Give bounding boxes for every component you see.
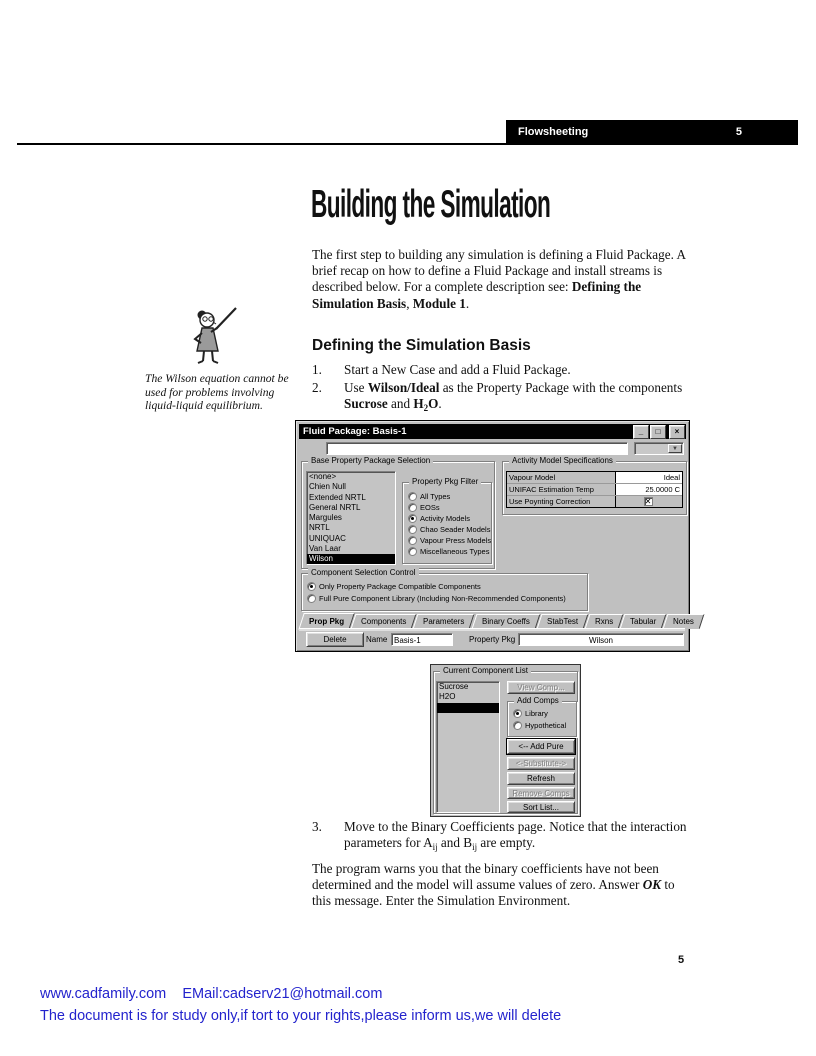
list-item[interactable]: <none> xyxy=(309,472,337,481)
closing-paragraph: The program warns you that the binary coefficients have not been determined and the model will assume values of zero. Answer OK to this message. Enter the Simulation Environment. xyxy=(312,861,675,909)
component-selection-control-group xyxy=(301,568,588,611)
page-title: Building the Simulation xyxy=(311,183,551,226)
tab-components[interactable]: Components xyxy=(351,614,417,629)
filter-option[interactable]: EOSs xyxy=(408,502,440,512)
window-title: Fluid Package: Basis-1 xyxy=(303,426,407,437)
property-package-listbox[interactable] xyxy=(306,471,396,565)
property-pkg-label: Property Pkg xyxy=(469,635,516,644)
intro-bold-module: Module 1 xyxy=(412,295,466,311)
add-pure-button[interactable]: <-- Add Pure xyxy=(507,739,575,754)
running-header xyxy=(506,120,798,143)
substitute-button[interactable]: <-Substitute-> xyxy=(507,757,575,770)
group-label: Base Property Package Selection xyxy=(308,456,433,465)
tab-rxns[interactable]: Rxns xyxy=(584,614,623,629)
specs-table xyxy=(506,471,683,508)
group-label: Add Comps xyxy=(514,696,562,705)
radio-icon xyxy=(408,503,417,512)
list-item[interactable]: Margules xyxy=(309,513,342,523)
radio-checked-icon xyxy=(408,514,417,523)
basis-name-field[interactable]: Basis-1 xyxy=(391,633,453,646)
watermark-line-1: www.cadfamily.com EMail:cadserv21@hotmail.com xyxy=(40,986,383,1002)
list-item-selected-empty[interactable] xyxy=(437,703,499,713)
filter-option[interactable]: Vapour Press Models xyxy=(408,535,491,545)
status-text-field[interactable] xyxy=(326,442,628,455)
base-property-package-group xyxy=(301,456,495,569)
fluid-package-titlebar[interactable] xyxy=(299,424,686,439)
maximize-icon[interactable]: □ xyxy=(650,425,666,439)
tab-parameters[interactable]: Parameters xyxy=(413,614,475,629)
view-comp-button[interactable]: View Comp... xyxy=(507,681,575,694)
tab-stabtest[interactable]: StabTest xyxy=(536,614,588,629)
unifac-temp-value[interactable]: 25.0000 C xyxy=(615,484,682,495)
intro-text: The first step to building any simulation is defining a Fluid Package. A brief recap on how to define a Fluid Package and install streams is described below. For a complete description see: xyxy=(312,247,686,295)
table-row: Use Poynting Correction ✕ xyxy=(507,496,682,507)
intro-paragraph: The first step to building any simulation is defining a Fluid Package. A brief recap on how to define a Fluid Package and install streams is described below. For a complete description see: Defining the Simulation Basis, Module 1. xyxy=(312,247,686,311)
list-item[interactable]: Chien Null xyxy=(309,482,346,492)
compsel-option-selected[interactable]: Only Property Package Compatible Components xyxy=(307,581,481,591)
filter-option-selected[interactable]: Activity Models xyxy=(408,513,470,523)
watermark-line-2: The document is for study only,if tort to your rights,please inform us,we will delete xyxy=(40,1008,562,1024)
group-label: Activity Model Specifications xyxy=(509,456,616,465)
activity-model-specs-group xyxy=(502,456,687,515)
teacher-mascot-icon xyxy=(186,305,238,367)
component-list-panel xyxy=(430,664,581,817)
filter-option[interactable]: Chao Seader Models xyxy=(408,524,490,534)
radio-icon xyxy=(408,547,417,556)
tab-tabular[interactable]: Tabular xyxy=(620,614,667,629)
list-item[interactable]: Extended NRTL xyxy=(309,492,366,502)
ok-emphasis: OK xyxy=(642,877,662,893)
refresh-button[interactable]: Refresh xyxy=(507,772,575,785)
radio-checked-icon xyxy=(513,709,522,718)
filter-option[interactable]: All Types xyxy=(408,491,450,501)
radio-icon xyxy=(307,594,316,603)
minimize-icon[interactable]: _ xyxy=(633,425,649,439)
list-item[interactable]: General NRTL xyxy=(309,502,361,512)
list-item[interactable]: H2O xyxy=(439,692,456,702)
tab-bar xyxy=(301,613,703,629)
tab-prop-pkg[interactable]: Prop Pkg xyxy=(298,613,355,630)
document-page: Flowsheeting 5 Building the Simulation The first step to building any simulation is defining a Fluid Package. A brief recap on how to define a Fluid Package and install streams is described below. For a complete description see: Defining the Simulation Basis, Module 1. The Wilson equation cannot be used for problems involving liquid-liquid equilibrium. Defining the Simulation Basis 1. Start a New Case and add a Fluid Package. 2. Use Wilson/Ideal as the Property Package with the components Sucrose and $H_2O$. Fluid Package: Basis-1 _ □ × ▼ Base Property Package Selection <none> Chien Null Extended NRTL General NRTL Margules NRTL UNIQUAC Van Laar Wilson Property Pkg Filter All Types EOSs Activity Models Chao Seader Models Vapour Press Models Miscellaneous Types Activity Model Specifications Vapour Model Ideal UNIFAC Estimation Temp 25.0000 C Use Poynting Correction ✕ Component Selection Control Only Property Package Compatible Components Full Pure Component Library (Including Non-Recommended Components) Prop Pkg Components Parameters Binary Coeffs StabTest Rxns Tabular Notes Delete Name Basis-1 Property Pkg Wilson Current Component List Sucrose H2O View Comp... Add Comps Library Hypothetical <-- Add Pure <-Substitute-> Refresh Remove Comps Sort List... 3. Move to the Binary Coefficients page. Notice that the interaction parameters for $A_{ij}$ and $B_{ij}$ are empty. The program warns you that the binary coefficients have not been determined and the model will assume values of zero. Answer OK to this message. Enter the Simulation Environment. 5 www.cadfamily.com EMail:cadserv21@hotmail.com The document is for study only,if tort to your rights,please inform us,we will delete xyxy=(0,0,816,1056)
unit-set-combobox[interactable] xyxy=(634,442,684,455)
group-label: Current Component List xyxy=(440,666,531,675)
tab-notes[interactable]: Notes xyxy=(663,614,705,629)
radio-icon xyxy=(408,525,417,534)
table-row: Vapour Model Ideal xyxy=(509,473,680,482)
property-pkg-filter-group xyxy=(402,477,492,564)
group-label: Property Pkg Filter xyxy=(409,477,481,486)
list-item[interactable]: Van Laar xyxy=(309,544,341,554)
intro-bold-ref: Defining the Simulation Basis xyxy=(312,279,642,311)
margin-note: The Wilson equation cannot be used for problems involving liquid-liquid equilibrium. xyxy=(145,372,289,413)
compsel-option[interactable]: Full Pure Component Library (Including Non-Recommended Components) xyxy=(307,593,566,603)
add-comps-group xyxy=(507,696,577,737)
chevron-down-icon[interactable]: ▼ xyxy=(668,444,682,453)
close-icon[interactable]: × xyxy=(669,425,685,439)
header-section-title: Flowsheeting xyxy=(518,125,589,138)
addcomps-option-selected[interactable]: Library xyxy=(513,708,548,718)
list-item[interactable]: Sucrose xyxy=(439,682,469,691)
header-rule xyxy=(17,143,798,145)
radio-checked-icon xyxy=(307,582,316,591)
radio-icon xyxy=(408,492,417,501)
table-row: UNIFAC Estimation Temp 25.0000 C xyxy=(509,485,680,494)
name-label: Name xyxy=(366,635,388,644)
poynting-checkbox-checked[interactable] xyxy=(644,497,653,506)
component-listbox[interactable] xyxy=(436,681,500,813)
delete-button[interactable]: Delete xyxy=(306,632,364,647)
vapour-model-value[interactable]: Ideal xyxy=(615,472,682,483)
list-item[interactable]: UNIQUAC xyxy=(309,533,346,543)
list-item-selected[interactable]: Wilson xyxy=(307,554,395,564)
footer-page-number: 5 xyxy=(678,954,685,966)
radio-icon xyxy=(408,536,417,545)
tab-shelf xyxy=(299,628,685,631)
radio-icon xyxy=(513,721,522,730)
sort-list-button[interactable]: Sort List... xyxy=(507,801,575,813)
section-heading: Defining the Simulation Basis xyxy=(312,337,531,354)
tab-binary-coeffs[interactable]: Binary Coeffs xyxy=(471,614,540,629)
addcomps-option[interactable]: Hypothetical xyxy=(513,720,566,730)
remove-comps-button[interactable]: Remove Comps xyxy=(507,787,575,799)
list-item[interactable]: NRTL xyxy=(309,523,330,533)
fluid-package-window xyxy=(295,420,695,652)
property-pkg-field[interactable]: Wilson xyxy=(518,633,684,646)
group-label: Component Selection Control xyxy=(308,568,419,577)
filter-option[interactable]: Miscellaneous Types xyxy=(408,546,489,556)
header-page-number: 5 xyxy=(735,125,742,138)
